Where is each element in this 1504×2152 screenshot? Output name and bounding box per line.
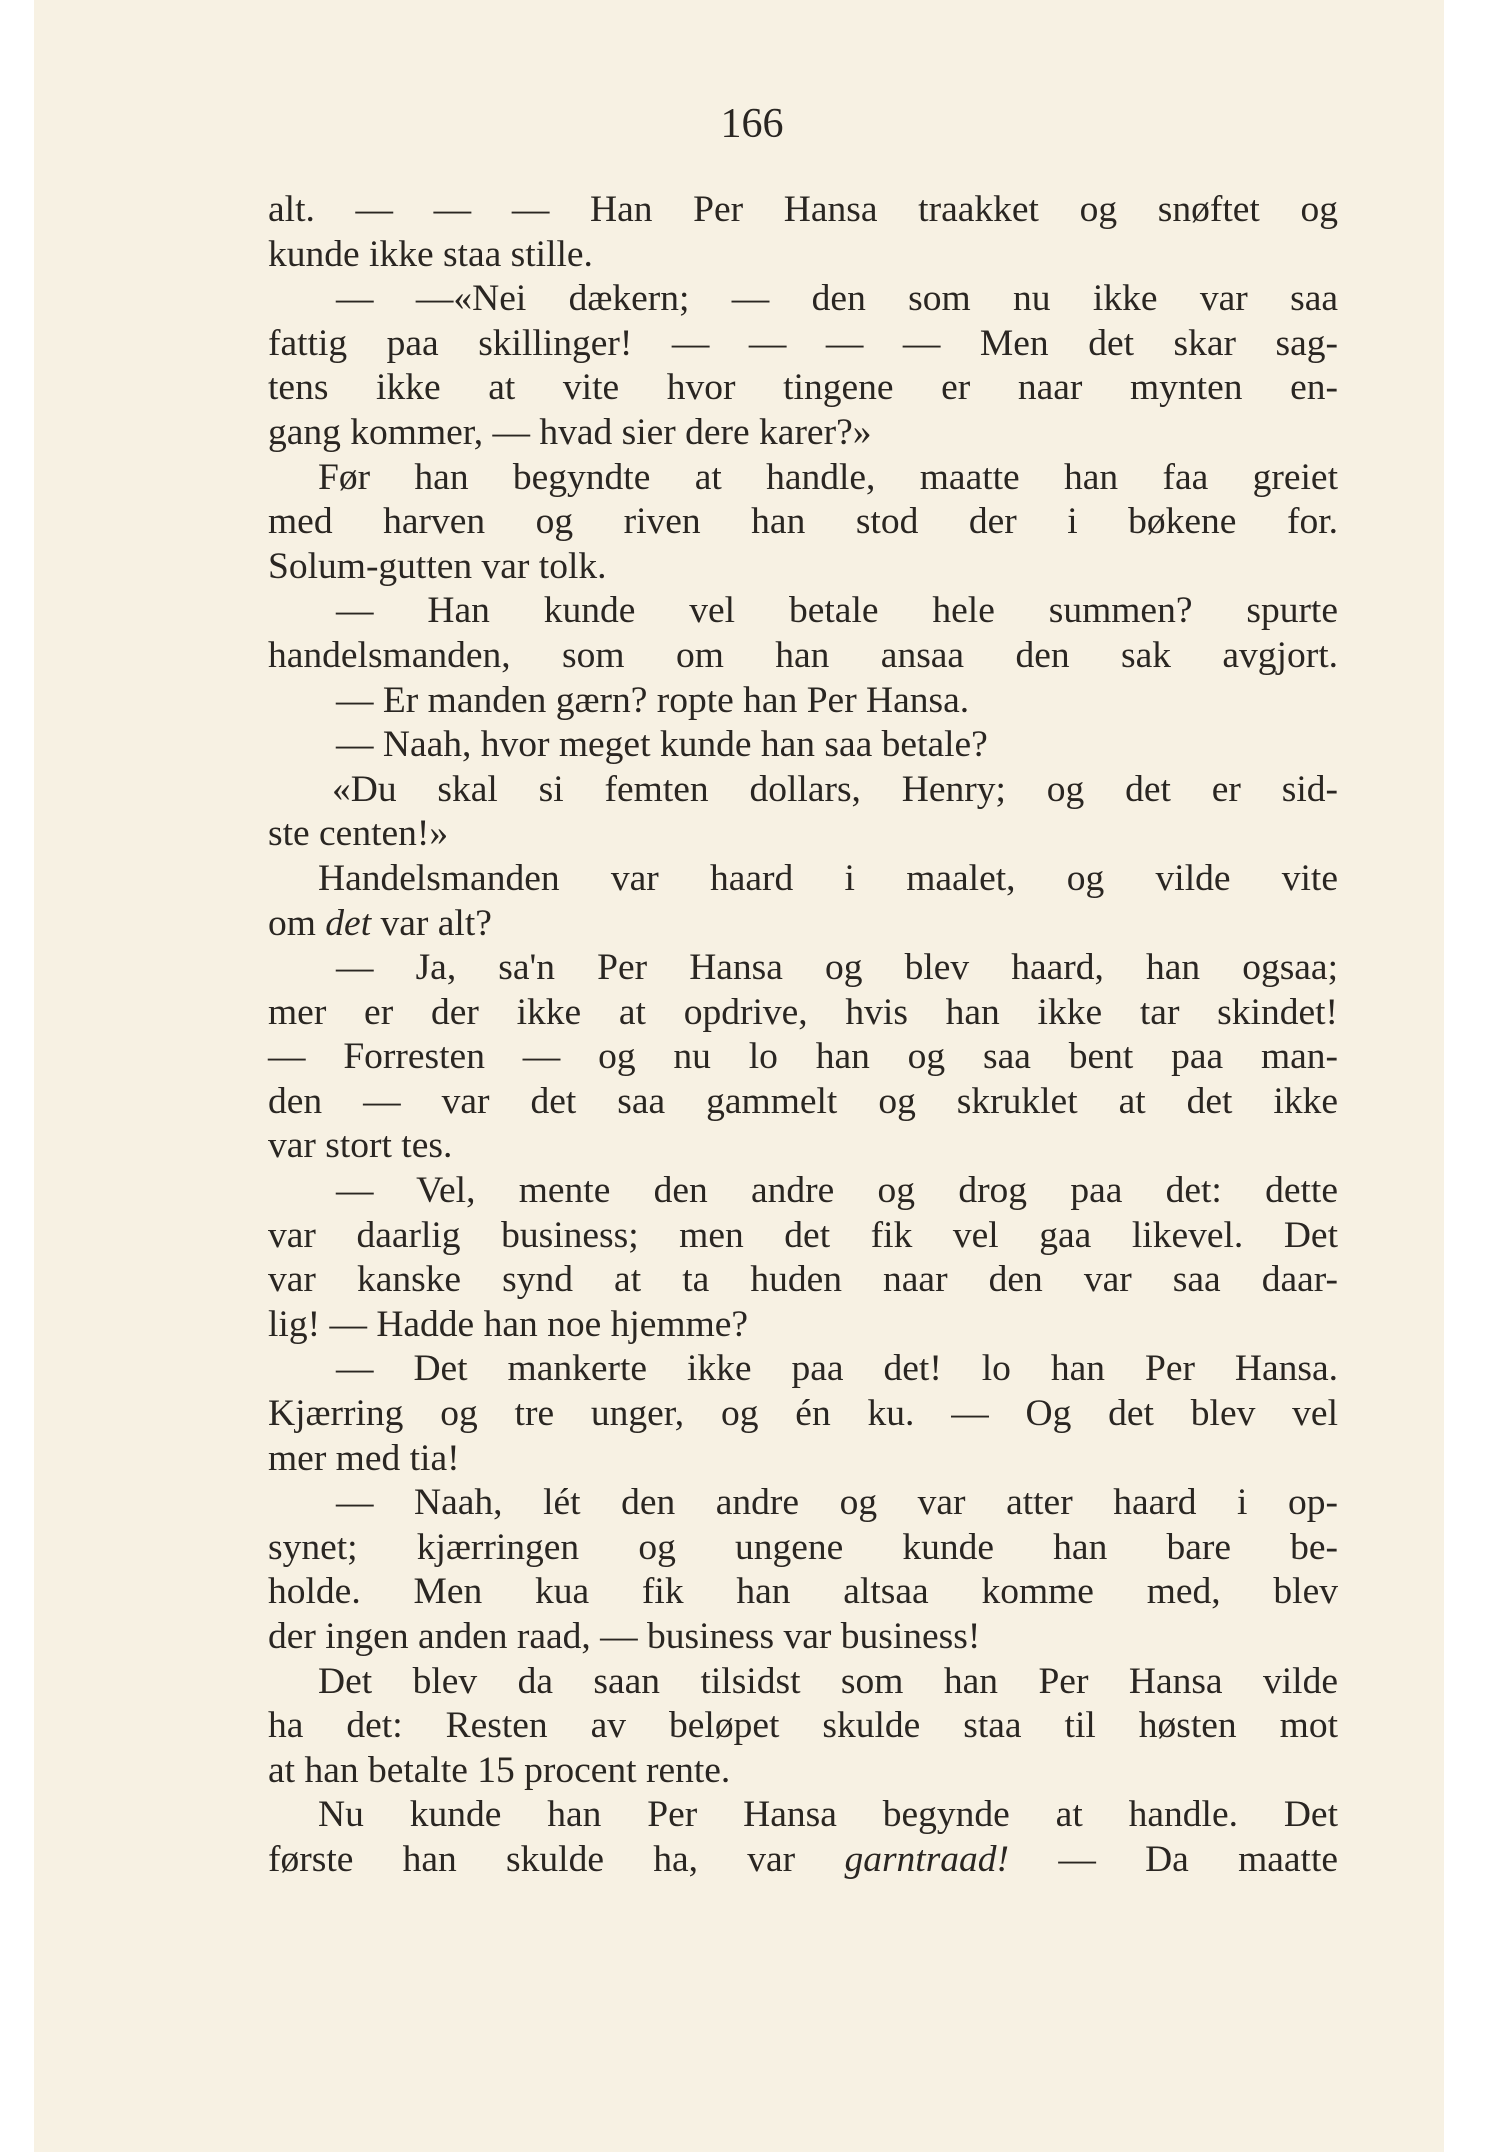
text-line: — Det mankerte ikke paa det! lo han Per Hansa. bbox=[336, 1348, 1338, 1390]
page-number: 166 bbox=[720, 101, 784, 147]
text-line: Handelsmanden var haard i maalet, og vilde vite bbox=[318, 857, 1338, 899]
text-line: ste centen!» bbox=[268, 813, 449, 855]
text-line bbox=[268, 902, 1338, 947]
text-line: der ingen anden raad, — business var business! bbox=[268, 1616, 981, 1657]
emphasis: det bbox=[325, 902, 372, 944]
text-fragment: — Da maatte bbox=[1058, 1838, 1339, 1880]
text-line: alt. — — — Han Per Hansa traakket og snøftet og bbox=[268, 189, 1338, 230]
text-line: kunde ikke staa stille. bbox=[268, 233, 593, 275]
text-fragment: om bbox=[268, 902, 316, 944]
text-line: mer er der ikke at opdrive, hvis han ikke tar skindet! bbox=[268, 991, 1338, 1033]
text-line: — Han kunde vel betale hele summen? spurte bbox=[336, 590, 1338, 632]
text-line: handelsmanden, som om han ansaa den sak avgjort. bbox=[268, 634, 1338, 676]
text-line: at han betalte 15 procent rente. bbox=[268, 1749, 731, 1791]
text-line: mer med tia! bbox=[268, 1437, 460, 1479]
text-line: — Vel, mente den andre og drog paa det: dette bbox=[336, 1170, 1338, 1212]
text-line: var stort tes. bbox=[268, 1125, 453, 1167]
text-line: — —«Nei dækern; — den som nu ikke var saa bbox=[336, 278, 1338, 320]
text-line: tens ikke at vite hvor tingene er naar mynten en- bbox=[268, 367, 1338, 409]
text-line: var kanske synd at ta huden naar den var saa daar- bbox=[268, 1259, 1338, 1301]
text-line: Kjærring og tre unger, og én ku. — Og det blev vel bbox=[268, 1393, 1338, 1435]
text-line: Nu kunde han Per Hansa begynde at handle. Det bbox=[318, 1794, 1338, 1836]
text-line bbox=[268, 1838, 1338, 1883]
text-line: ha det: Resten av beløpet skulde staa til høsten mot bbox=[268, 1705, 1338, 1747]
text-line: — Forresten — og nu lo han og saa bent paa man- bbox=[268, 1036, 1338, 1078]
text-line: synet; kjærringen og ungene kunde han bare be- bbox=[268, 1526, 1338, 1568]
body-text bbox=[268, 188, 1338, 1883]
text-line: — Naah, hvor meget kunde han saa betale? bbox=[336, 724, 988, 766]
text-line: Det blev da saan tilsidst som han Per Hansa vilde bbox=[318, 1660, 1338, 1702]
text-line: fattig paa skillinger! — — — — Men det skar sag- bbox=[268, 322, 1338, 364]
text-line: — Ja, sa'n Per Hansa og blev haard, han ogsaa; bbox=[336, 947, 1338, 989]
text-fragment: var alt? bbox=[380, 902, 492, 944]
text-line: Solum-gutten var tolk. bbox=[268, 545, 607, 587]
emphasis: garntraad! bbox=[844, 1838, 1010, 1880]
text-line: den — var det saa gammelt og skruklet at det ikke bbox=[268, 1080, 1338, 1122]
text-line: «Du skal si femten dollars, Henry; og det er sid- bbox=[332, 768, 1338, 810]
text-line: — Er manden gærn? ropte han Per Hansa. bbox=[336, 679, 970, 721]
text-line: — Naah, lét den andre og var atter haard i op- bbox=[336, 1482, 1338, 1524]
text-line: lig! — Hadde han noe hjemme? bbox=[268, 1303, 749, 1345]
text-line: var daarlig business; men det fik vel gaa likevel. Det bbox=[268, 1214, 1338, 1256]
text-line: holde. Men kua fik han altsaa komme med, blev bbox=[268, 1571, 1338, 1613]
text-line: gang kommer, — hvad sier dere karer?» bbox=[268, 411, 872, 453]
text-fragment: første han skulde ha, var bbox=[268, 1838, 796, 1880]
text-line: med harven og riven han stod der i bøkene for. bbox=[268, 501, 1338, 543]
text-line: Før han begyndte at handle, maatte han faa greiet bbox=[318, 456, 1338, 498]
